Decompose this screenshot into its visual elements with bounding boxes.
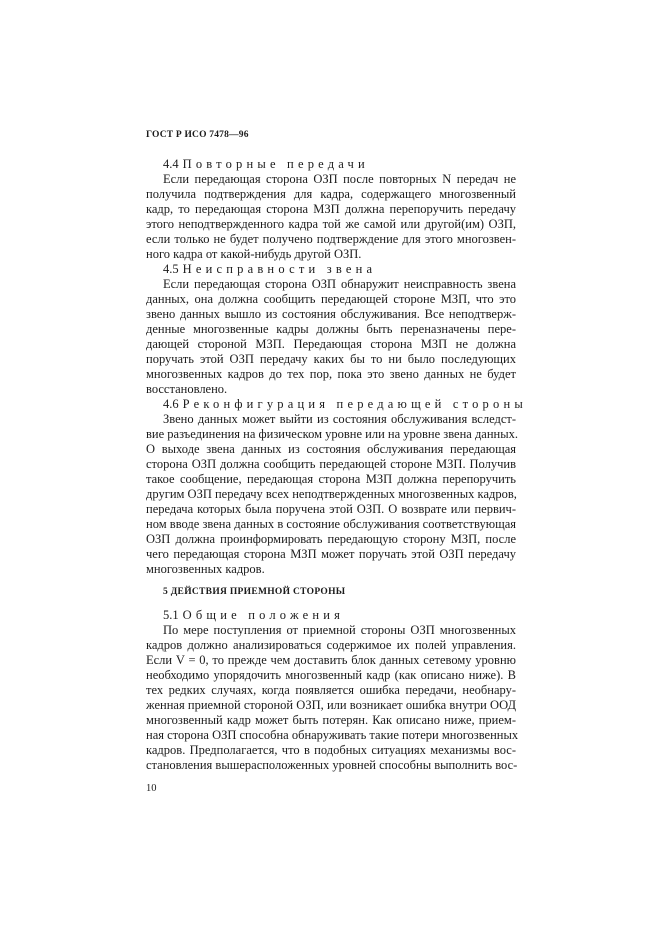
subsection-title: Повторные передачи — [182, 157, 369, 171]
page-number: 10 — [146, 783, 157, 794]
subsection-title: Общие положения — [182, 608, 345, 622]
paragraph-line: данных, она должна сообщить передающей стороне МЗП, что это — [146, 292, 516, 306]
paragraph-line: Если передающая сторона ОЗП обнаружит неисправность звена — [163, 277, 516, 291]
paragraph-line: ном вводе звена данных в состояние обслуживания соответствующая — [146, 517, 516, 531]
paragraph-line: многозвенных кадров. — [146, 562, 265, 576]
paragraph-line: О выходе звена данных из состояния обслуживания передающая — [146, 442, 516, 456]
paragraph-line: многозвенный кадр может быть потерян. Как описано ниже, прием- — [146, 713, 516, 727]
subsection-title: Неисправности звена — [182, 262, 377, 276]
paragraph-line: если только не будет получено подтверждение для этого многозвен- — [146, 232, 516, 246]
paragraph-line: Если V = 0, то прежде чем доставить блок данных сетевому уровню — [146, 653, 516, 667]
subsection-number: 4.5 — [163, 262, 179, 276]
paragraph-line: По мере поступления от приемной стороны ОЗП многозвенных — [163, 623, 516, 637]
paragraph-line: сторона ОЗП должна сообщить передающей стороне МЗП. Получив — [146, 457, 516, 471]
subsection-number: 4.6 — [163, 397, 179, 411]
paragraph-line: звено данных вышло из состояния обслуживания. Все неподтверж- — [146, 307, 516, 321]
section-5-heading: 5 ДЕЙСТВИЯ ПРИЕМНОЙ СТОРОНЫ — [163, 587, 346, 597]
paragraph-line: получила подтверждения для кадра, содержащего многозвенный — [146, 187, 516, 201]
subsection-number: 5.1 — [163, 608, 179, 622]
paragraph-line: передача которых была поручена этой ОЗП. О возврате или первич- — [146, 502, 516, 516]
paragraph-line: женная приемной стороной ОЗП, или возникает ошибка внутри ООД — [146, 698, 516, 712]
paragraph-line: восстановлено. — [146, 382, 228, 396]
paragraph-line: денные многозвенные кадры должны быть переназначены пере- — [146, 322, 516, 336]
paragraph-line: ного кадра от какой-нибудь другой ОЗП. — [146, 247, 362, 261]
subsection-4-4-heading — [163, 157, 369, 172]
paragraph-line: такое сообщение, передающая сторона МЗП должна перепоручить — [146, 472, 516, 486]
paragraph-line: кадров должно анализироваться содержимое их полей управления. — [146, 638, 516, 652]
paragraph-line: чего передающая сторона МЗП может поручать этой ОЗП передачу — [146, 547, 516, 561]
paragraph-line: тех редких случаях, когда появляется ошибка передачи, необнару- — [146, 683, 516, 697]
paragraph-line: многозвенных кадров до тех пор, пока это звено данных не будет — [146, 367, 516, 381]
subsection-number: 4.4 — [163, 157, 179, 171]
paragraph-line: становления вышерасположенных уровней способны выполнить вос- — [146, 758, 518, 772]
subsection-4-6-heading — [163, 397, 527, 412]
paragraph-line: этого неподтвержденного кадра той же самой или другой(им) ОЗП, — [146, 217, 516, 231]
paragraph-line: кадр, то передающая сторона МЗП должна перепоручить передачу — [146, 202, 516, 216]
paragraph-line: дающей стороной МЗП. Передающая сторона МЗП не должна — [146, 337, 516, 351]
subsection-5-1-heading — [163, 608, 344, 623]
paragraph-line: другим ОЗП передачу всех неподтвержденных многозвенных кадров, — [146, 487, 517, 501]
subsection-4-5-heading — [163, 262, 376, 277]
subsection-title: Реконфигурация передающей стороны — [182, 397, 527, 411]
paragraph-line: Звено данных может выйти из состояния обслуживания вследст- — [163, 412, 516, 426]
paragraph-line: ОЗП должна проинформировать передающую сторону МЗП, после — [146, 532, 516, 546]
paragraph-line: кадров. Предполагается, что в подобных ситуациях механизмы вос- — [146, 743, 516, 757]
paragraph-line: ная сторона ОЗП способна обнаруживать такие потери многозвенных — [146, 728, 519, 742]
paragraph-line: поручать этой ОЗП передачу каких бы то ни было последующих — [146, 352, 516, 366]
paragraph-line: необходимо упорядочить многозвенный кадр (как описано ниже). В — [146, 668, 516, 682]
paragraph-line: вие разъединения на физическом уровне или на уровне звена данных. — [146, 427, 519, 441]
running-header: ГОСТ Р ИСО 7478—96 — [146, 130, 249, 140]
paragraph-line: Если передающая сторона ОЗП после повторных N передач не — [163, 172, 516, 186]
